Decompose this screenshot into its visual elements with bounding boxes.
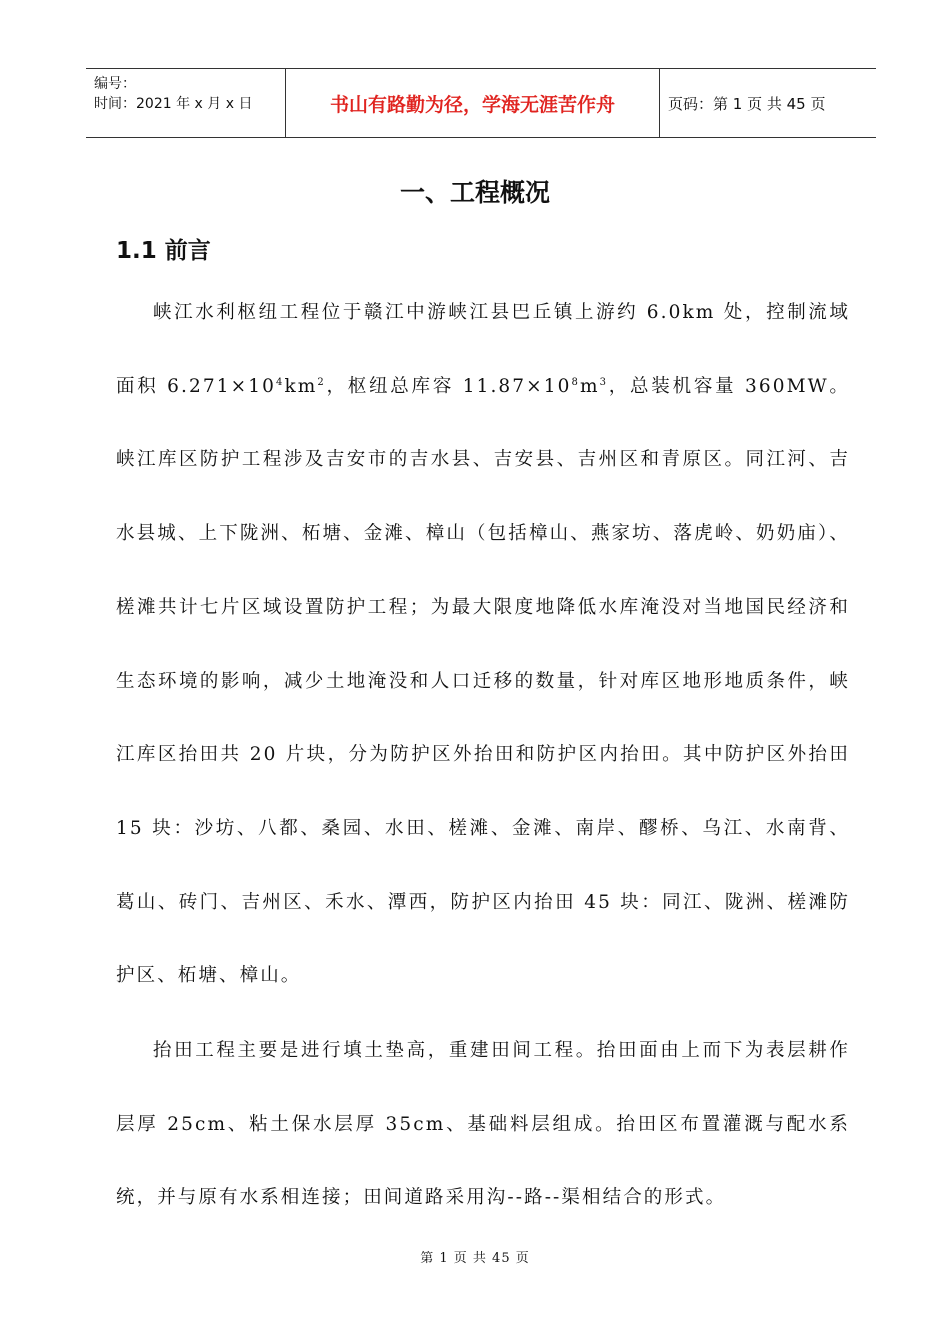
paragraph-text: ，总装机容量 360MW。峡江库区防护工程涉及吉安市的吉水县、吉安县、吉州区和青原区。同江河、吉水县城、上下陇洲、柘塘、金滩、樟山（包括樟山、燕家坊、落虎岭、奶奶庙）、槎滩共计七片区域设置防护工程；为最大限度地降低水库淹没对当地国民经济和生态环境的影响，减少土地淹没和人口迁移的数量，针对库区地形地质条件，峡江库区抬田共 20 片块，分为防护区外抬田和防护区内抬田。其中防护区外抬田 15 块：沙坊、八都、桑园、水田、槎滩、金滩、南岸、醪桥、乌江、水南背、葛山、砖门、吉州区、禾水、潭西，防护区内抬田 45 块：同江、陇洲、槎滩防护区、柘塘、樟山。 bbox=[116, 375, 851, 987]
header-motto: 书山有路勤为径，学海无涯苦作舟 bbox=[286, 69, 660, 137]
number-label: 编号： bbox=[94, 76, 136, 92]
superscript: 3 bbox=[599, 376, 609, 388]
header-page-label: 页码：第 1 页 共 45 页 bbox=[668, 94, 826, 113]
superscript: 2 bbox=[317, 376, 326, 388]
paragraph-intro bbox=[116, 276, 850, 1013]
paragraph-text: km bbox=[284, 375, 318, 397]
superscript: 8 bbox=[571, 376, 580, 388]
paragraph-text: 峡江水利枢纽工程位于赣江中游峡江县巴丘镇上游约 6.0km 处，控制流域面积 6.271×10 bbox=[116, 302, 850, 397]
header-table bbox=[86, 68, 876, 138]
header-info-cell bbox=[86, 69, 286, 137]
superscript: 4 bbox=[275, 376, 285, 388]
chapter-title: 一、工程概况 bbox=[399, 178, 550, 207]
paragraph-text: m bbox=[580, 375, 600, 397]
time-label: 时间：2021 年 x 月 x 日 bbox=[94, 96, 253, 112]
page-footer: 第 1 页 共 45 页 bbox=[420, 1251, 530, 1266]
section-title: 1.1 前言 bbox=[116, 238, 211, 264]
paragraph-land-raising: 抬田工程主要是进行填土垫高，重建田间工程。抬田面由上而下为表层耕作层厚 25cm、粘土保水层厚 35cm、基础料层组成。抬田区布置灌溉与配水系统，并与原有水系相连接；田间道路采用沟--路--渠相结合的形式。 bbox=[116, 1040, 850, 1209]
paragraph-text: ，枢纽总库容 11.87×10 bbox=[325, 375, 572, 397]
